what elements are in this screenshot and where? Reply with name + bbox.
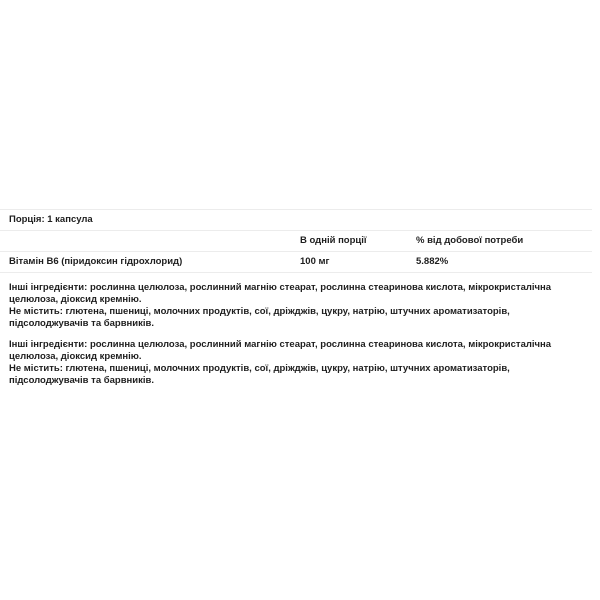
free-from-text: Не містить: глютена, пшениці, молочних продуктів, сої, дріжджів, цукру, натрію, штучних ароматизаторів, підсолоджувачів та барвників. bbox=[9, 363, 510, 386]
ingredients-note-1 bbox=[9, 282, 579, 330]
other-ingredients-text: Інші інгредієнти: рослинна целюлоза, рослинний магнію стеарат, рослинна стеаринова кислота, мікрокристалічна целюлоза, діоксид кремнію. bbox=[9, 339, 552, 362]
other-ingredients-text: Інші інгредієнти: рослинна целюлоза, рослинний магнію стеарат, рослинна стеаринова кислота, мікрокристалічна целюлоза, діоксид кремнію. bbox=[9, 282, 552, 305]
header-daily-value: % від добової потреби bbox=[416, 235, 524, 246]
nutrient-amount: 100 мг bbox=[300, 256, 330, 267]
header-per-serving: В одній порції bbox=[300, 235, 367, 246]
supplement-facts-table bbox=[0, 209, 592, 273]
table-row bbox=[0, 251, 592, 273]
nutrient-name: Вітамін B6 (піридоксин гідрохлорид) bbox=[9, 256, 183, 267]
serving-size-label: Порція: 1 капсула bbox=[9, 214, 93, 225]
free-from-text: Не містить: глютена, пшениці, молочних продуктів, сої, дріжджів, цукру, натрію, штучних ароматизаторів, підсолоджувачів та барвників. bbox=[9, 306, 510, 329]
nutrient-daily-value: 5.882% bbox=[416, 256, 449, 267]
table-header-row bbox=[0, 230, 592, 251]
serving-size-row bbox=[0, 209, 592, 230]
ingredients-note-2 bbox=[9, 339, 579, 387]
